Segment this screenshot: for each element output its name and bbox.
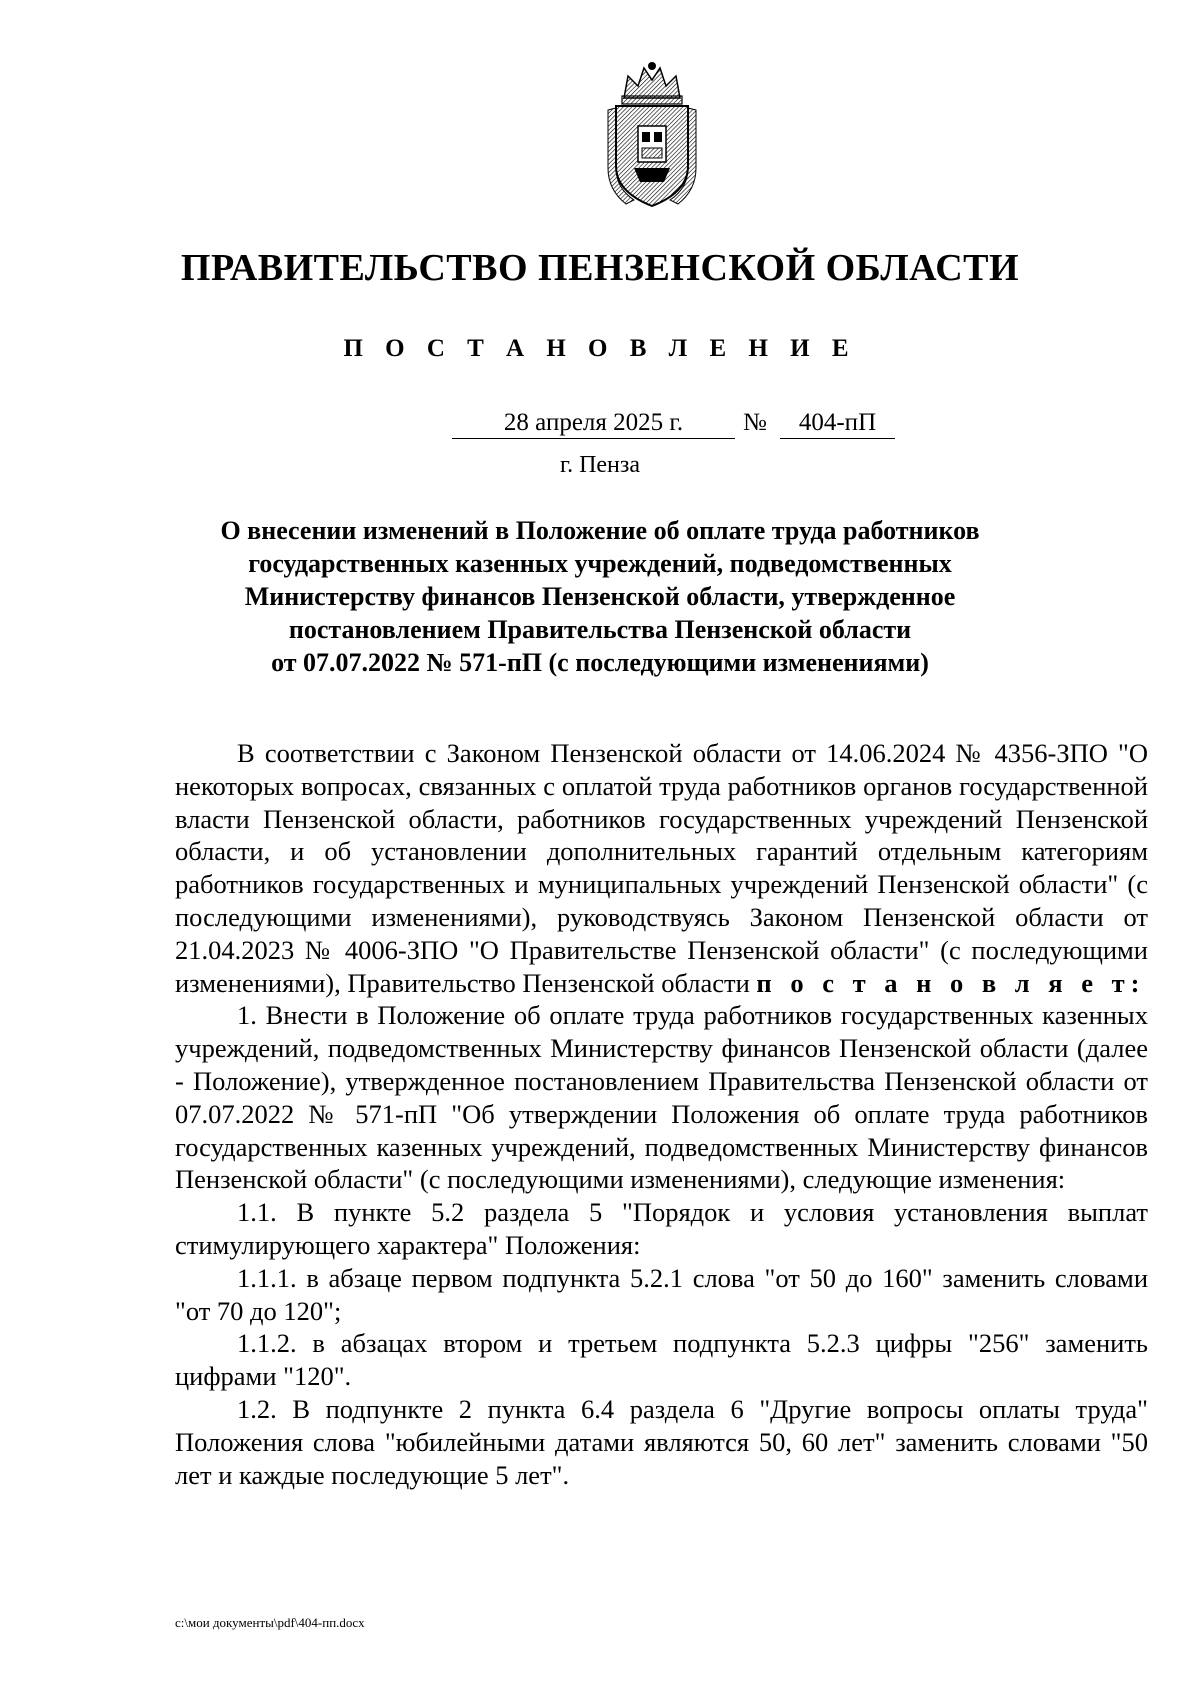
date-number-line xyxy=(0,408,1200,442)
decree-date: 28 апреля 2025 г. xyxy=(452,408,735,439)
government-title: ПРАВИТЕЛЬСТВО ПЕНЗЕНСКОЙ ОБЛАСТИ xyxy=(180,247,1020,289)
preamble-paragraph xyxy=(175,737,1148,999)
document-type-heading: П О С Т А Н О В Л Е Н И Е xyxy=(343,335,857,362)
paragraph-1: 1. Внести в Положение об оплате труда работников государственных казенных учреждений, подведомственных Министерству финансов Пензенской области (далее - Положение), утвержденное постановлением Правительства Пензенской области от 07.07.2022 № 571-пП "Об утверждении Положения об оплате труда работников государственных казенных учреждений, подведомственных Министерству финансов Пензенской области" (с последующими изменениями), следующие изменения: xyxy=(175,1000,1148,1195)
decree-body xyxy=(175,737,1148,1491)
resolves-keyword: п о с т а н о в л я е т: xyxy=(756,967,1146,998)
paragraph-1-2: 1.2. В подпункте 2 пункта 6.4 раздела 6 "Другие вопросы оплаты труда" Положения слова "юбилейными датами являются 50, 60 лет" заменить словами "50 лет и каждые последующие 5 лет". xyxy=(175,1393,1148,1490)
subject-line: от 07.07.2022 № 571-пП (с последующими изменениями) xyxy=(271,648,929,677)
subject-line: государственных казенных учреждений, подведомственных xyxy=(248,549,952,578)
paragraph-1-1-1: 1.1.1. в абзаце первом подпункта 5.2.1 слова "от 50 до 160" заменить словами "от 70 до 120"; xyxy=(175,1262,1148,1326)
preamble-text: В соответствии с Законом Пензенской области от 14.06.2024 № 4356-ЗПО "О некоторых вопросах, связанных с оплатой труда работников органов государственной власти Пензенской области, работников государственных учреждений Пензенской области, и об установлении дополнительных гарантий отдельным категориям работников государственных и муниципальных учреждений Пензенской области" (с последующими изменениями), руководствуясь Законом Пензенской области от 21.04.2023 № 4006-ЗПО "О Правительстве Пензенской области" (с последующими изменениями), Правительство Пензенской области xyxy=(175,738,1148,998)
paragraph-1-1-2: 1.1.2. в абзацах втором и третьем подпункта 5.2.3 цифры "256" заменить цифрами "120". xyxy=(175,1328,1148,1392)
subject-line: Министерству финансов Пензенской области, утвержденное xyxy=(244,582,956,611)
city-name: г. Пенза xyxy=(559,452,641,478)
subject-line: постановлением Правительства Пензенской области xyxy=(288,615,912,644)
number-sign: № xyxy=(743,409,767,436)
subject-line: О внесении изменений в Положение об оплате труда работников xyxy=(220,516,980,545)
decree-subject xyxy=(150,514,1050,679)
decree-number: 404-пП xyxy=(780,408,895,439)
file-path-footer: c:\мои документы\pdf\404-пп.docx xyxy=(175,1615,365,1630)
coat-of-arms-emblem-icon xyxy=(604,58,700,210)
paragraph-1-1: 1.1. В пункте 5.2 раздела 5 "Порядок и условия установления выплат стимулирующего характера" Положения: xyxy=(175,1197,1148,1260)
